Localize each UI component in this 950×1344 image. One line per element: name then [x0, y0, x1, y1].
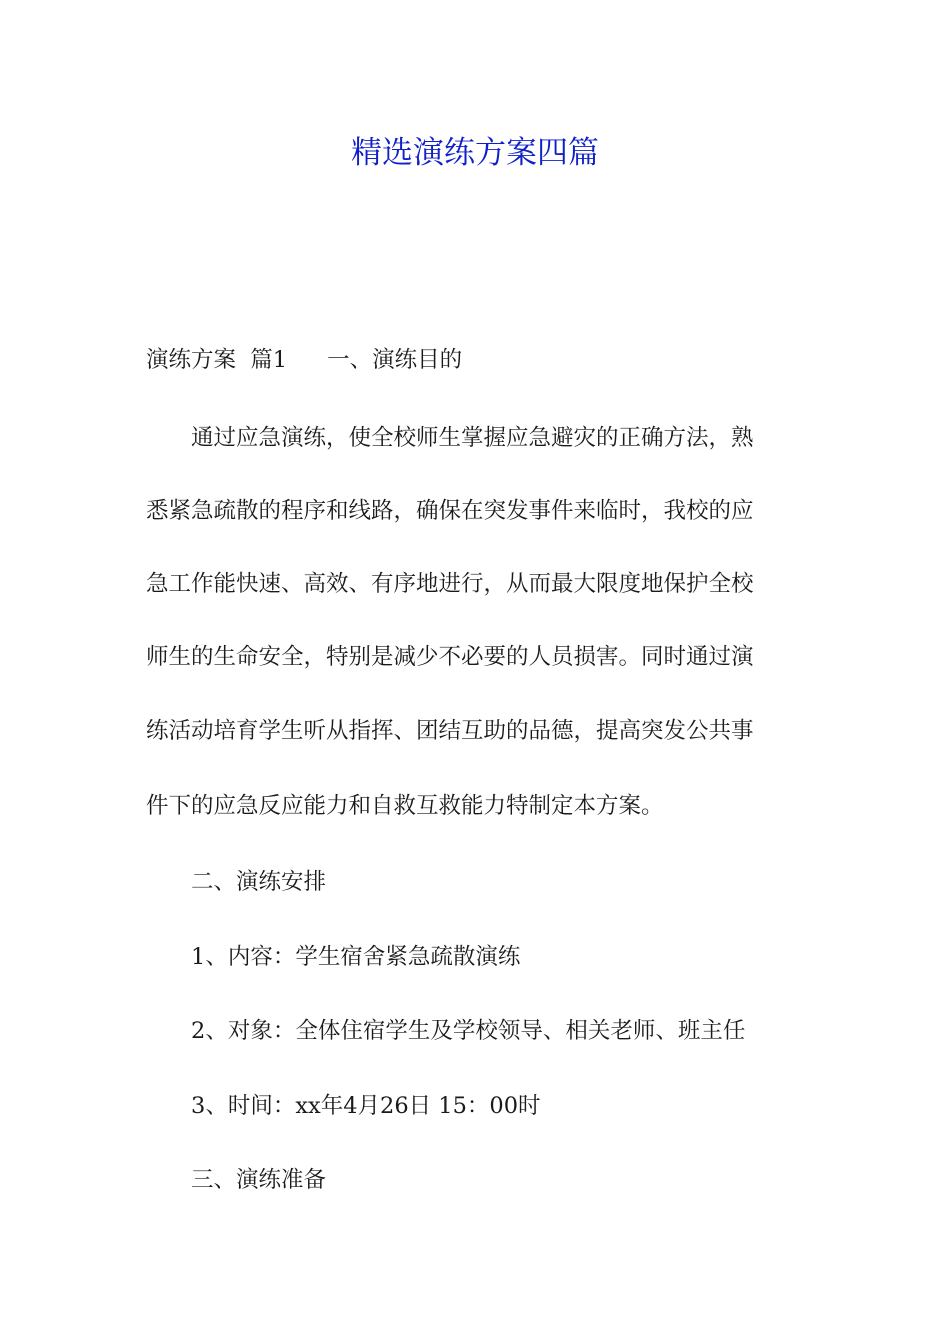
section-heading: 一、演练目的	[327, 347, 463, 373]
section-header	[146, 342, 806, 378]
paragraph-line: 件下的应急反应能力和自救互救能力特制定本方案。	[146, 793, 664, 819]
section-heading-2: 二、演练安排	[191, 869, 327, 895]
list-item: 2、对象：全体住宿学生及学校领导、相关老师、班主任	[191, 1018, 746, 1044]
paragraph-line: 悉紧急疏散的程序和线路，确保在突发事件来临时，我校的应	[146, 498, 754, 524]
paragraph-line: 通过应急演练，使全校师生掌握应急避灾的正确方法，熟	[191, 425, 754, 451]
paragraph-line: 急工作能快速、高效、有序地进行，从而最大限度地保护全校	[146, 571, 754, 597]
list-item: 1、内容：学生宿舍紧急疏散演练	[191, 944, 521, 970]
section-label: 演练方案 篇1	[146, 347, 288, 373]
list-item: 3、时间：xx年4月26日 15：00时	[191, 1093, 541, 1119]
section-heading-3: 三、演练准备	[191, 1167, 327, 1193]
paragraph-line: 练活动培育学生听从指挥、团结互助的品德，提高突发公共事	[146, 718, 754, 744]
paragraph-line: 师生的生命安全，特别是减少不必要的人员损害。同时通过演	[146, 644, 754, 670]
document-title: 精选演练方案四篇	[351, 135, 599, 171]
